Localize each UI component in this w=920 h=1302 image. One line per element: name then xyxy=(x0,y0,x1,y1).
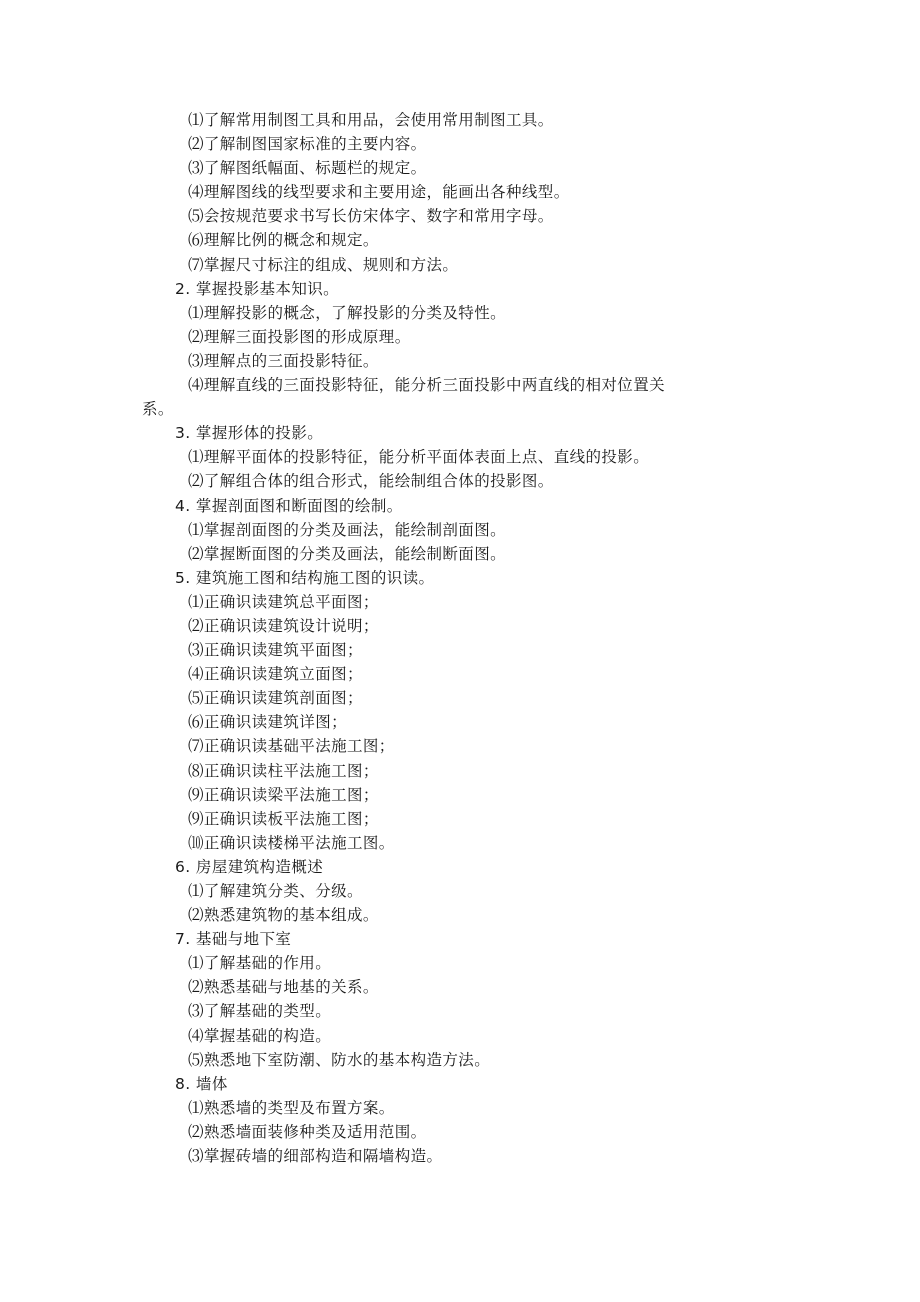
list-item: ⑴了解常用制图工具和用品，会使用常用制图工具。 xyxy=(188,111,554,129)
list-item: ⑶了解图纸幅面、标题栏的规定。 xyxy=(188,159,427,178)
list-item: ⑶掌握砖墙的细部构造和隔墙构造。 xyxy=(188,1147,443,1166)
list-item: ⑷理解图线的线型要求和主要用途，能画出各种线型。 xyxy=(188,183,570,202)
section-heading: 2. 掌握投影基本知识。 xyxy=(175,279,340,298)
list-item: ⑴理解平面体的投影特征，能分析平面体表面上点、直线的投影。 xyxy=(188,448,650,467)
list-item: ⑼正确识读板平法施工图； xyxy=(188,809,379,828)
section-heading: 4. 掌握剖面图和断面图的绘制。 xyxy=(175,496,403,515)
list-item: ⑶理解点的三面投影特征。 xyxy=(188,351,379,370)
list-item: ⑺正确识读基础平法施工图； xyxy=(188,737,395,756)
list-item: ⑴熟悉墙的类型及布置方案。 xyxy=(188,1098,395,1117)
list-item: ⑵熟悉基础与地基的关系。 xyxy=(188,978,379,997)
section-heading: 3. 掌握形体的投影。 xyxy=(175,424,324,443)
list-item: ⑸会按规范要求书写长仿宋体字、数字和常用字母。 xyxy=(188,207,554,226)
list-item: ⑷理解直线的三面投影特征，能分析三面投影中两直线的相对位置关 xyxy=(188,376,666,395)
list-item: ⑹正确识读建筑详图； xyxy=(188,713,348,732)
list-item: ⑸熟悉地下室防潮、防水的基本构造方法。 xyxy=(188,1050,491,1069)
section-heading: 7. 基础与地下室 xyxy=(175,930,292,949)
section-heading: 5. 建筑施工图和结构施工图的识读。 xyxy=(175,568,435,587)
list-item: ⑶了解基础的类型。 xyxy=(188,1002,332,1021)
list-item: ⑴了解建筑分类、分级。 xyxy=(188,882,363,900)
list-item: ⑵熟悉墙面装修种类及适用范围。 xyxy=(188,1122,427,1141)
list-item: ⑼正确识读梁平法施工图； xyxy=(188,785,379,804)
list-item: ⑺掌握尺寸标注的组成、规则和方法。 xyxy=(188,255,459,274)
list-item: ⑻正确识读柱平法施工图； xyxy=(188,761,379,780)
section-heading: 8. 墙体 xyxy=(175,1074,228,1093)
section-heading: 6. 房屋建筑构造概述 xyxy=(175,857,324,876)
list-item: ⑵熟悉建筑物的基本组成。 xyxy=(188,906,379,925)
list-item: ⑴掌握剖面图的分类及画法，能绘制剖面图。 xyxy=(188,520,507,539)
list-item: ⑵正确识读建筑设计说明； xyxy=(188,616,379,635)
continued-text-line: 系。 xyxy=(142,400,174,419)
list-item: ⑶正确识读建筑平面图； xyxy=(188,641,363,660)
list-item: ⑹理解比例的概念和规定。 xyxy=(188,231,379,250)
list-item: ⑵理解三面投影图的形成原理。 xyxy=(188,327,411,346)
list-item: ⑸正确识读建筑剖面图； xyxy=(188,689,363,708)
document-body xyxy=(0,108,920,1168)
list-item: ⑷掌握基础的构造。 xyxy=(188,1026,332,1045)
list-item: ⑵了解组合体的组合形式，能绘制组合体的投影图。 xyxy=(188,472,554,491)
list-item: ⑴了解基础的作用。 xyxy=(188,954,332,973)
list-item: ⑽正确识读楼梯平法施工图。 xyxy=(188,833,395,852)
list-item: ⑵掌握断面图的分类及画法，能绘制断面图。 xyxy=(188,544,507,563)
list-item: ⑴理解投影的概念，了解投影的分类及特性。 xyxy=(188,303,507,322)
list-item: ⑴正确识读建筑总平面图； xyxy=(188,592,379,611)
list-item: ⑵了解制图国家标准的主要内容。 xyxy=(188,135,427,154)
list-item: ⑷正确识读建筑立面图； xyxy=(188,665,363,684)
